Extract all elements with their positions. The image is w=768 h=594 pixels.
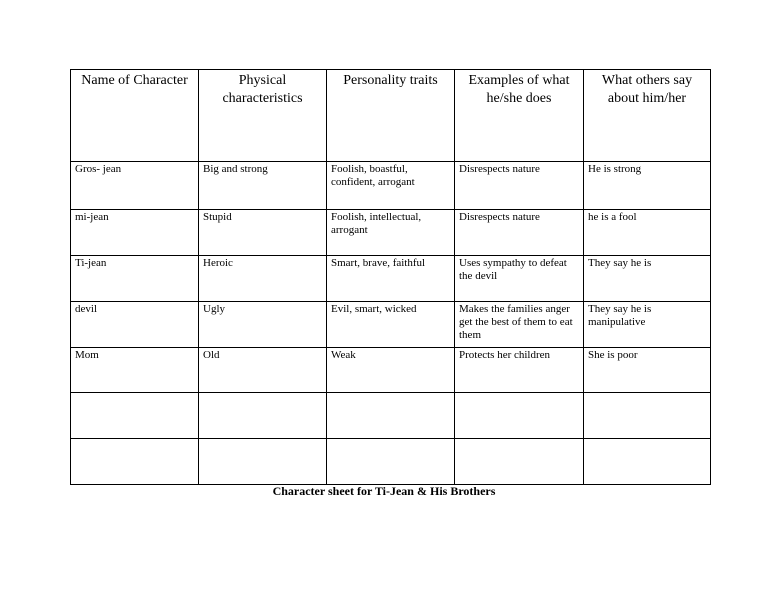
header-what-others-say: What others say about him/her xyxy=(584,70,711,162)
cell-personality: Weak xyxy=(327,348,455,393)
header-examples: Examples of what he/she does xyxy=(455,70,584,162)
cell-physical xyxy=(199,439,327,485)
table-row xyxy=(71,302,711,348)
header-name-of-character: Name of Character xyxy=(71,70,199,162)
header-personality-traits: Personality traits xyxy=(327,70,455,162)
cell-others-say: She is poor xyxy=(584,348,711,393)
cell-others-say: he is a fool xyxy=(584,210,711,256)
header-physical-characteristics: Physical characteristics xyxy=(199,70,327,162)
cell-examples: Disrespects nature xyxy=(455,210,584,256)
cell-name xyxy=(71,439,199,485)
cell-examples: Uses sympathy to defeat the devil xyxy=(455,256,584,302)
cell-personality xyxy=(327,439,455,485)
cell-examples: Makes the families anger get the best of them to eat them xyxy=(455,302,584,348)
table-row xyxy=(71,348,711,393)
cell-physical: Stupid xyxy=(199,210,327,256)
cell-examples xyxy=(455,393,584,439)
cell-physical: Heroic xyxy=(199,256,327,302)
cell-physical: Big and strong xyxy=(199,162,327,210)
cell-others-say xyxy=(584,439,711,485)
table-row-empty xyxy=(71,393,711,439)
cell-personality xyxy=(327,393,455,439)
cell-name: mi-jean xyxy=(71,210,199,256)
cell-personality: Smart, brave, faithful xyxy=(327,256,455,302)
cell-others-say xyxy=(584,393,711,439)
cell-name xyxy=(71,393,199,439)
cell-personality: Foolish, boastful, confident, arrogant xyxy=(327,162,455,210)
cell-name: Mom xyxy=(71,348,199,393)
cell-examples: Disrespects nature xyxy=(455,162,584,210)
cell-physical: Old xyxy=(199,348,327,393)
table-row xyxy=(71,162,711,210)
character-table xyxy=(70,69,711,485)
cell-name: Ti-jean xyxy=(71,256,199,302)
table-row xyxy=(71,210,711,256)
cell-personality: Evil, smart, wicked xyxy=(327,302,455,348)
cell-personality: Foolish, intellectual, arrogant xyxy=(327,210,455,256)
cell-physical: Ugly xyxy=(199,302,327,348)
cell-examples: Protects her children xyxy=(455,348,584,393)
cell-name: Gros- jean xyxy=(71,162,199,210)
cell-others-say: They say he is manipulative xyxy=(584,302,711,348)
cell-others-say: He is strong xyxy=(584,162,711,210)
table-header-row xyxy=(71,70,711,162)
table-caption: Character sheet for Ti-Jean & His Brothers xyxy=(272,484,496,498)
table-row-empty xyxy=(71,439,711,485)
cell-physical xyxy=(199,393,327,439)
cell-others-say: They say he is xyxy=(584,256,711,302)
cell-examples xyxy=(455,439,584,485)
table-row xyxy=(71,256,711,302)
cell-name: devil xyxy=(71,302,199,348)
